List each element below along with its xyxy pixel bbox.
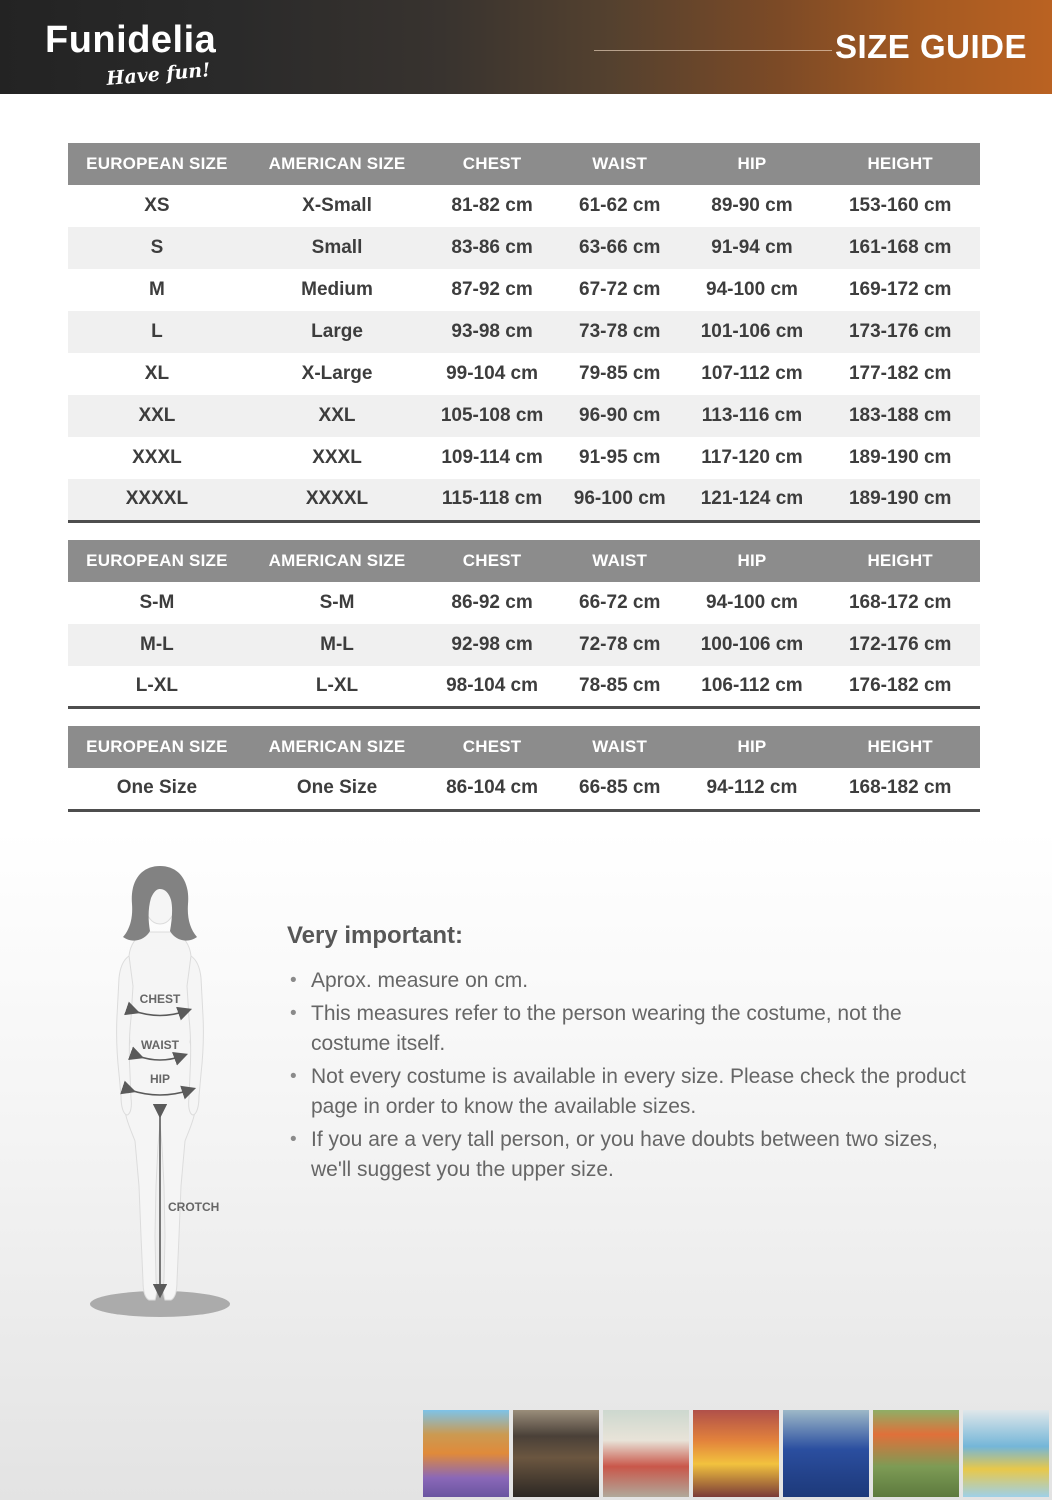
size-cell: 91-94 cm	[711, 237, 793, 258]
size-cell: L-XL	[315, 674, 359, 696]
size-cell: 106-112 cm	[701, 674, 803, 696]
column-header: HIP	[684, 143, 821, 185]
size-cell: 79-85 cm	[579, 363, 661, 384]
column-header: EUROPEAN SIZE	[68, 540, 246, 582]
size-cell: 176-182 cm	[848, 674, 952, 696]
note-item: • Aprox. measure on cm.	[287, 966, 975, 996]
table-header	[68, 540, 980, 582]
size-cell: XXXL	[312, 447, 362, 468]
column-header: EUROPEAN SIZE	[68, 143, 246, 185]
header-row	[68, 540, 980, 582]
size-cell: XXXL	[132, 447, 182, 468]
column-header: HEIGHT	[820, 143, 980, 185]
size-cell: L	[151, 321, 163, 342]
size-cell: 73-78 cm	[579, 321, 661, 342]
size-cell: 109-114 cm	[441, 447, 543, 468]
table-row	[68, 479, 980, 521]
table-header	[68, 143, 980, 185]
notes-list	[287, 966, 975, 1185]
size-table-combined	[68, 540, 980, 710]
column-header: HIP	[684, 726, 821, 768]
column-header: HEIGHT	[820, 726, 980, 768]
table-row	[68, 227, 980, 269]
table-row	[68, 269, 980, 311]
size-cell: 94-100 cm	[706, 591, 798, 613]
size-cell: 161-168 cm	[848, 237, 952, 258]
size-cell: 189-190 cm	[848, 488, 952, 510]
size-cell: 94-100 cm	[706, 279, 798, 300]
costume-photo-7	[963, 1410, 1049, 1497]
size-cell: 153-160 cm	[848, 195, 952, 216]
size-cell: M-L	[140, 633, 174, 655]
size-cell: 172-176 cm	[848, 633, 952, 655]
table-row	[68, 437, 980, 479]
table-row	[68, 395, 980, 437]
size-cell: S-M	[139, 591, 175, 613]
table-row	[68, 624, 980, 666]
body-measurement-diagram	[85, 856, 235, 1326]
costume-photo-5	[783, 1410, 869, 1497]
important-notes	[287, 922, 975, 1188]
table-row	[68, 185, 980, 227]
costume-photo-2	[513, 1410, 599, 1497]
table-body	[68, 768, 980, 810]
size-cell: X-Large	[301, 363, 373, 384]
column-header: CHEST	[428, 726, 556, 768]
table-row	[68, 582, 980, 624]
size-cell: Small	[311, 237, 363, 258]
size-cell: 173-176 cm	[848, 321, 952, 342]
size-cell: 83-86 cm	[451, 237, 533, 258]
table-row	[68, 353, 980, 395]
column-header: AMERICAN SIZE	[246, 540, 428, 582]
column-header: HIP	[684, 540, 821, 582]
size-cell: 100-106 cm	[700, 633, 804, 655]
header-row	[68, 726, 980, 768]
note-item: • Not every costume is available in every size. Please check the product page in order to know the available sizes.	[287, 1062, 975, 1122]
column-header: AMERICAN SIZE	[246, 143, 428, 185]
size-cell: XL	[144, 363, 170, 384]
size-cell: 117-120 cm	[701, 447, 803, 468]
table-row	[68, 768, 980, 810]
size-cell: 86-92 cm	[451, 591, 533, 613]
costume-photo-3	[603, 1410, 689, 1497]
header-row	[68, 143, 980, 185]
size-cell: 61-62 cm	[579, 195, 661, 216]
size-cell: 94-112 cm	[706, 777, 798, 799]
notes-heading: Very important:	[287, 922, 464, 949]
size-cell: 99-104 cm	[446, 363, 538, 384]
size-cell: 96-100 cm	[573, 488, 666, 510]
column-header: AMERICAN SIZE	[246, 726, 428, 768]
size-cell: 105-108 cm	[440, 405, 544, 426]
size-cell: 92-98 cm	[451, 633, 533, 655]
size-table-one-size	[68, 726, 980, 812]
size-tables	[68, 143, 980, 829]
note-item: • This measures refer to the person wearing the costume, not the costume itself.	[287, 999, 975, 1059]
size-cell: 63-66 cm	[579, 237, 661, 258]
size-cell: XXXXL	[305, 488, 369, 510]
size-cell: 115-118 cm	[441, 488, 543, 510]
column-header: WAIST	[556, 540, 684, 582]
size-cell: 87-92 cm	[451, 279, 533, 300]
size-cell: XS	[144, 195, 170, 216]
chest-label: CHEST	[139, 992, 181, 1006]
size-cell: L-XL	[135, 674, 179, 696]
size-table-adult	[68, 143, 980, 523]
size-cell: 121-124 cm	[700, 488, 804, 510]
size-cell: S-M	[319, 591, 355, 613]
costume-photo-4	[693, 1410, 779, 1497]
costume-photo-6	[873, 1410, 959, 1497]
table-body	[68, 185, 980, 521]
size-cell: Large	[311, 321, 363, 342]
size-cell: XXL	[138, 405, 176, 426]
size-cell: XXL	[318, 405, 356, 426]
table-header	[68, 726, 980, 768]
size-cell: One Size	[116, 777, 198, 799]
size-cell: 66-72 cm	[579, 591, 661, 613]
size-cell: 183-188 cm	[848, 405, 952, 426]
costume-photo-1	[423, 1410, 509, 1497]
page-header	[0, 0, 1052, 94]
size-cell: 98-104 cm	[446, 674, 538, 696]
size-cell: 101-106 cm	[700, 321, 804, 342]
hip-label: HIP	[149, 1072, 171, 1086]
logo-tagline: Have fun!	[105, 58, 212, 90]
column-header: CHEST	[428, 540, 556, 582]
size-cell: 67-72 cm	[579, 279, 661, 300]
table-row	[68, 666, 980, 708]
note-item: • If you are a very tall person, or you have doubts between two sizes, we'll suggest you the upper size.	[287, 1125, 975, 1185]
size-cell: XXXXL	[125, 488, 189, 510]
size-cell: S	[150, 237, 164, 258]
column-header: HEIGHT	[820, 540, 980, 582]
costume-photo-strip	[423, 1410, 1052, 1497]
size-cell: 96-90 cm	[579, 405, 661, 426]
table-row	[68, 311, 980, 353]
size-cell: 81-82 cm	[451, 195, 533, 216]
waist-label: WAIST	[141, 1038, 179, 1052]
size-cell: 66-85 cm	[579, 777, 661, 799]
funidelia-logo	[45, 19, 217, 90]
column-header: WAIST	[556, 143, 684, 185]
header-divider-line	[594, 50, 832, 51]
size-cell: Medium	[301, 279, 373, 300]
column-header: WAIST	[556, 726, 684, 768]
size-cell: 168-172 cm	[848, 591, 952, 613]
size-cell: 89-90 cm	[711, 195, 793, 216]
page-title: SIZE GUIDE	[834, 28, 1027, 65]
size-cell: 177-182 cm	[848, 363, 952, 384]
size-cell: 78-85 cm	[579, 674, 661, 696]
size-cell: 189-190 cm	[848, 447, 952, 468]
size-cell: 93-98 cm	[451, 321, 533, 342]
crotch-label: CROTCH	[168, 1200, 220, 1214]
size-cell: 86-104 cm	[446, 777, 538, 799]
size-cell: One Size	[296, 777, 378, 799]
size-cell: 91-95 cm	[579, 447, 661, 468]
size-cell: 168-182 cm	[848, 777, 952, 799]
size-cell: M-L	[320, 633, 354, 655]
column-header: CHEST	[428, 143, 556, 185]
size-cell: X-Small	[302, 195, 372, 216]
size-cell: 169-172 cm	[848, 279, 952, 300]
table-body	[68, 582, 980, 708]
size-cell: 107-112 cm	[701, 363, 803, 384]
column-header: EUROPEAN SIZE	[68, 726, 246, 768]
logo-text: Funidelia	[45, 19, 217, 61]
female-silhouette-icon	[85, 856, 235, 1326]
size-cell: 113-116 cm	[701, 405, 803, 426]
size-cell: 72-78 cm	[579, 633, 661, 655]
size-cell: M	[149, 279, 165, 300]
